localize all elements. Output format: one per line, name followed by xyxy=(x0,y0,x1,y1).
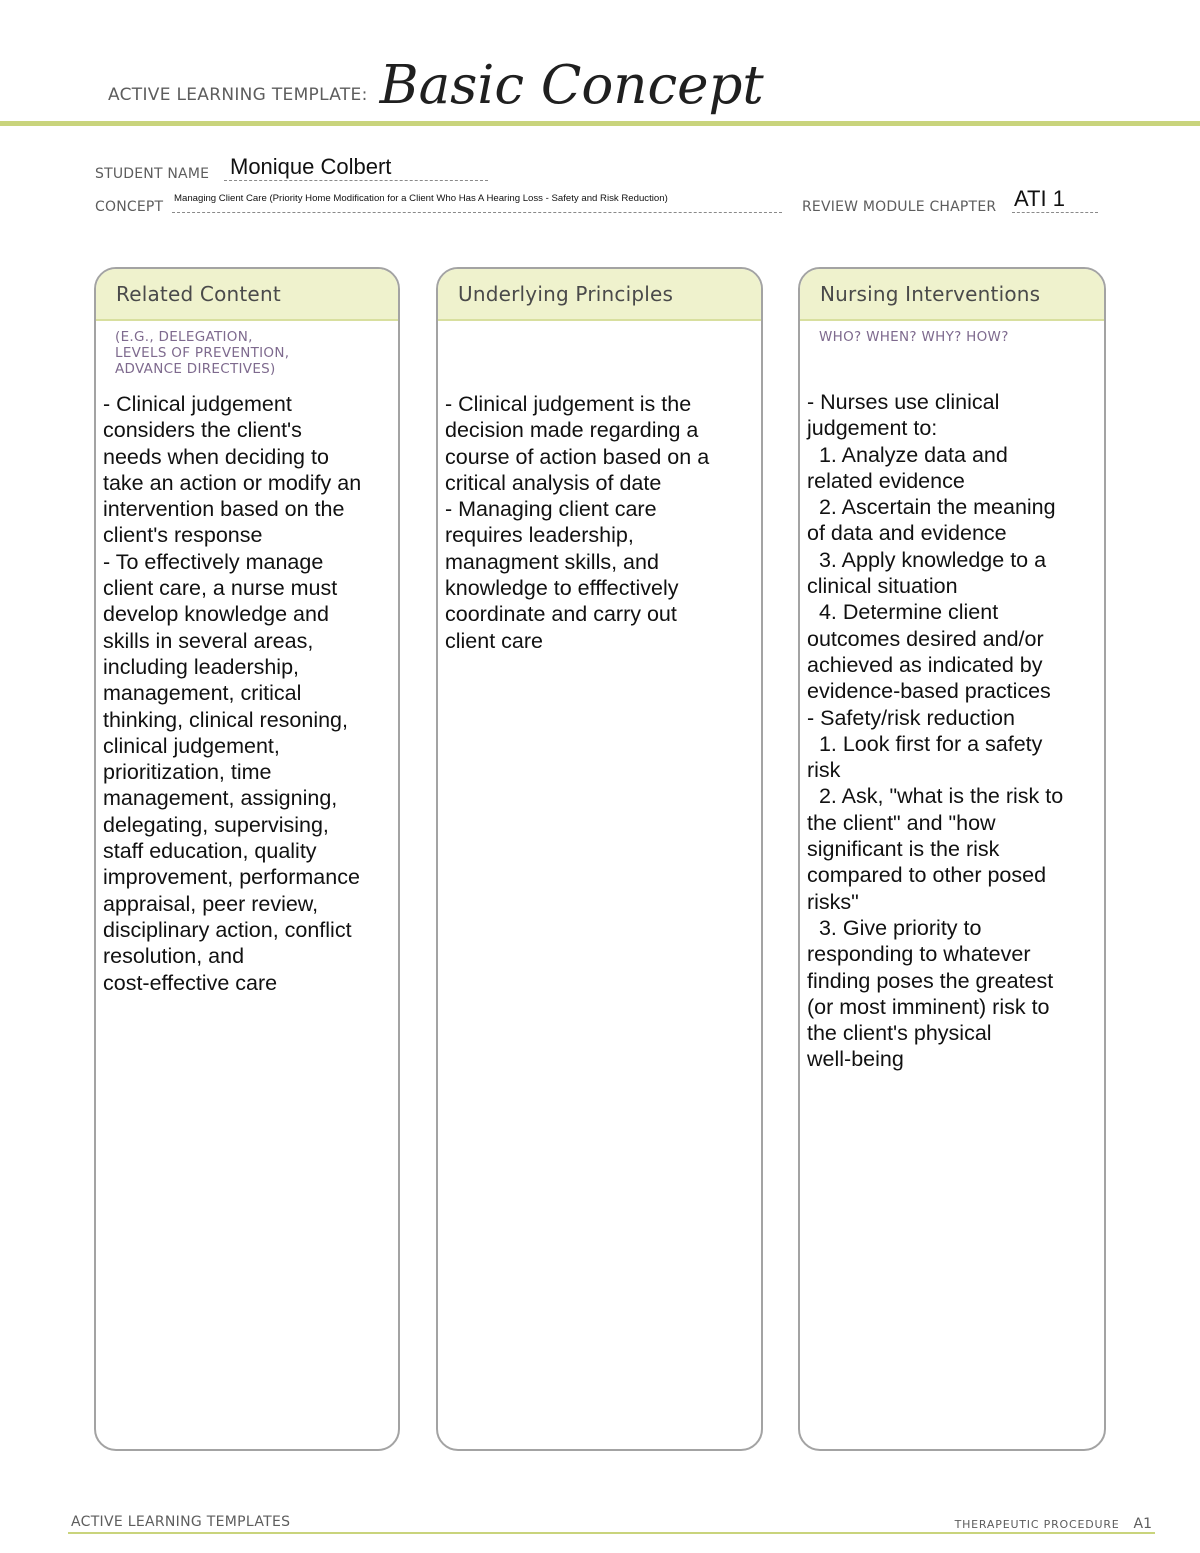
text-line: considers the client's xyxy=(103,418,302,443)
concept-underline xyxy=(172,212,782,213)
text-line: managment skills, and xyxy=(445,549,659,574)
text-line: - Safety/risk reduction xyxy=(807,705,1015,730)
hint-line: (E.G., DELEGATION, xyxy=(115,329,253,345)
related-content-header xyxy=(96,269,398,321)
text-line: the client's physical xyxy=(807,1021,992,1046)
text-line: appraisal, peer review, xyxy=(103,891,319,916)
student-name-field[interactable]: Monique Colbert xyxy=(230,154,392,179)
text-line: decision made regarding a xyxy=(445,418,699,443)
text-line: management, assigning, xyxy=(103,786,338,811)
nursing-interventions-text[interactable] xyxy=(807,389,1096,1073)
review-module-underline xyxy=(1012,212,1098,213)
text-line: responding to whatever xyxy=(807,942,1031,967)
text-line: requires leadership, xyxy=(445,523,634,548)
footer-template-name: ACTIVE LEARNING TEMPLATES xyxy=(71,1514,291,1530)
hint-line: LEVELS OF PREVENTION, xyxy=(115,345,290,361)
text-line: clinical situation xyxy=(807,574,958,599)
header-divider xyxy=(0,121,1200,126)
review-module-field[interactable]: ATI 1 xyxy=(1014,186,1065,211)
student-name-underline xyxy=(224,180,488,181)
text-line: - Clinical judgement xyxy=(103,392,292,416)
text-line: of data and evidence xyxy=(807,521,1007,546)
concept-label: CONCEPT xyxy=(95,199,164,215)
text-line: 3. Apply knowledge to a xyxy=(807,547,1047,572)
text-line: compared to other posed xyxy=(807,863,1047,888)
text-line: - Nurses use clinical xyxy=(807,390,1000,414)
nursing-interventions-hint xyxy=(800,321,1104,345)
text-line: clinical judgement, xyxy=(103,733,280,758)
text-line: 4. Determine client xyxy=(807,600,999,625)
text-line: - To effectively manage xyxy=(103,549,324,574)
underlying-principles-header xyxy=(438,269,761,321)
text-line: develop knowledge and xyxy=(103,602,329,627)
nursing-interventions-title: Nursing Interventions xyxy=(820,282,1041,306)
text-line: coordinate and carry out xyxy=(445,602,677,627)
text-line: risk xyxy=(807,758,841,783)
text-line: 1. Look first for a safety xyxy=(807,731,1043,756)
hint-line: WHO? WHEN? WHY? HOW? xyxy=(819,329,1009,345)
student-name-label: STUDENT NAME xyxy=(95,166,210,182)
text-line: 1. Analyze data and xyxy=(807,442,1008,467)
text-line: staff education, quality xyxy=(103,839,317,864)
text-line: prioritization, time xyxy=(103,760,272,785)
text-line: related evidence xyxy=(807,468,965,493)
text-line: intervention based on the xyxy=(103,497,345,522)
underlying-principles-text[interactable] xyxy=(445,391,753,654)
text-line: significant is the risk xyxy=(807,837,1000,862)
footer-page-code: A1 xyxy=(1133,1516,1152,1532)
hint-line: ADVANCE DIRECTIVES) xyxy=(115,361,276,377)
text-line: well-being xyxy=(807,1047,904,1072)
text-line: resolution, and xyxy=(103,944,245,969)
related-content-hint xyxy=(96,321,398,377)
text-line: client care xyxy=(445,628,543,653)
review-module-label: REVIEW MODULE CHAPTER xyxy=(802,199,997,215)
template-label: ACTIVE LEARNING TEMPLATE: xyxy=(108,85,368,105)
text-line: (or most imminent) risk to xyxy=(807,994,1050,1019)
text-line: finding poses the greatest xyxy=(807,968,1054,993)
footer-section-label: THERAPEUTIC PROCEDURE xyxy=(954,1518,1120,1531)
underlying-principles-title: Underlying Principles xyxy=(458,282,674,306)
text-line: take an action or modify an xyxy=(103,470,362,495)
text-line: - Managing client care xyxy=(445,497,657,522)
text-line: critical analysis of date xyxy=(445,470,662,495)
underlying-principles-card xyxy=(436,267,763,1451)
text-line: needs when deciding to xyxy=(103,444,329,469)
text-line: client's response xyxy=(103,523,263,548)
text-line: client care, a nurse must xyxy=(103,576,338,601)
text-line: outcomes desired and/or xyxy=(807,626,1044,651)
text-line: cost-effective care xyxy=(103,970,278,995)
text-line: thinking, clinical resoning, xyxy=(103,707,348,732)
text-line: knowledge to efffectively xyxy=(445,576,679,601)
footer-divider xyxy=(68,1532,1155,1534)
text-line: including leadership, xyxy=(103,654,300,679)
text-line: risks" xyxy=(807,889,859,914)
template-title: Basic Concept xyxy=(379,55,764,116)
related-content-title: Related Content xyxy=(116,282,281,306)
related-content-card xyxy=(94,267,400,1451)
nursing-interventions-header xyxy=(800,269,1104,321)
text-line: the client" and "how xyxy=(807,810,996,835)
text-line: achieved as indicated by xyxy=(807,652,1043,677)
concept-field[interactable]: Managing Client Care (Priority Home Modification for a Client Who Has A Hearing Loss - Safety and Risk Reduction) xyxy=(174,193,668,204)
related-content-text[interactable] xyxy=(103,391,390,996)
nursing-interventions-card xyxy=(798,267,1106,1451)
text-line: disciplinary action, conflict xyxy=(103,917,352,942)
text-line: management, critical xyxy=(103,681,302,706)
text-line: - Clinical judgement is the xyxy=(445,392,692,416)
text-line: 2. Ascertain the meaning xyxy=(807,495,1056,520)
text-line: skills in several areas, xyxy=(103,628,314,653)
text-line: improvement, performance xyxy=(103,865,360,890)
text-line: delegating, supervising, xyxy=(103,812,329,837)
text-line: course of action based on a xyxy=(445,444,710,469)
text-line: 2. Ask, "what is the risk to xyxy=(807,784,1064,809)
template-header xyxy=(108,52,764,122)
text-line: evidence-based practices xyxy=(807,679,1051,704)
footer-section xyxy=(955,1516,1152,1532)
text-line: 3. Give priority to xyxy=(807,915,982,940)
text-line: judgement to: xyxy=(807,416,938,441)
